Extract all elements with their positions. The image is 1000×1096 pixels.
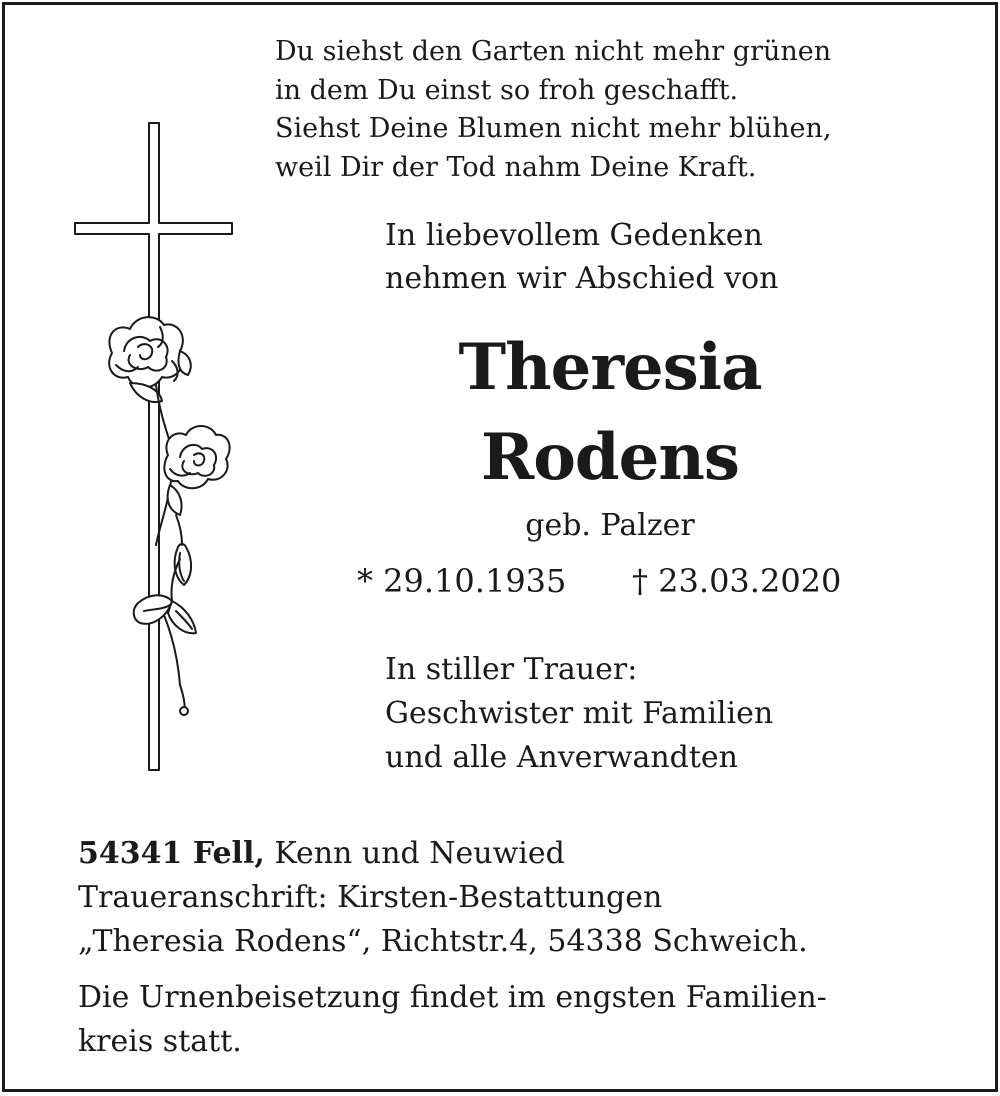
birth-date: * 29.10.1935 (357, 562, 567, 600)
burial-notice (78, 976, 827, 1064)
intro-line: nehmen wir Abschied von (385, 261, 779, 296)
notice-line: kreis statt. (78, 1024, 242, 1059)
death-date: † 23.03.2020 (632, 562, 842, 600)
cross-with-roses-icon (60, 115, 250, 780)
address-line-places (78, 832, 808, 876)
mourners-line: In stiller Trauer: (385, 652, 638, 687)
mourners-line: Geschwister mit Familien (385, 696, 774, 731)
mourners-line: und alle Anverwandten (385, 740, 738, 775)
address-line-contact: Traueranschrift: Kirsten-Bestattungen (78, 880, 663, 915)
maiden-name: geb. Palzer (525, 508, 695, 543)
address-line-street: „Theresia Rodens“, Richtstr.4, 54338 Schweich. (78, 924, 808, 959)
address-block (78, 832, 808, 964)
address-place-rest: Kenn und Neuwied (264, 836, 565, 871)
address-place-bold: 54341 Fell, (78, 836, 265, 871)
mourners-block (385, 648, 773, 780)
poem-line: Du siehst den Garten nicht mehr grünen (275, 36, 832, 67)
poem-line: Siehst Deine Blumen nicht mehr blühen, (275, 113, 832, 144)
intro-line: In liebevollem Gedenken (385, 218, 763, 253)
deceased-first-name: Theresia (458, 330, 762, 405)
poem-line: in dem Du einst so froh geschafft. (275, 74, 739, 106)
farewell-intro (385, 214, 778, 300)
poem-verse (275, 33, 832, 187)
notice-line: Die Urnenbeisetzung findet im engsten Familien- (78, 980, 827, 1015)
poem-line: weil Dir der Tod nahm Deine Kraft. (275, 151, 757, 183)
deceased-last-name: Rodens (481, 420, 739, 495)
